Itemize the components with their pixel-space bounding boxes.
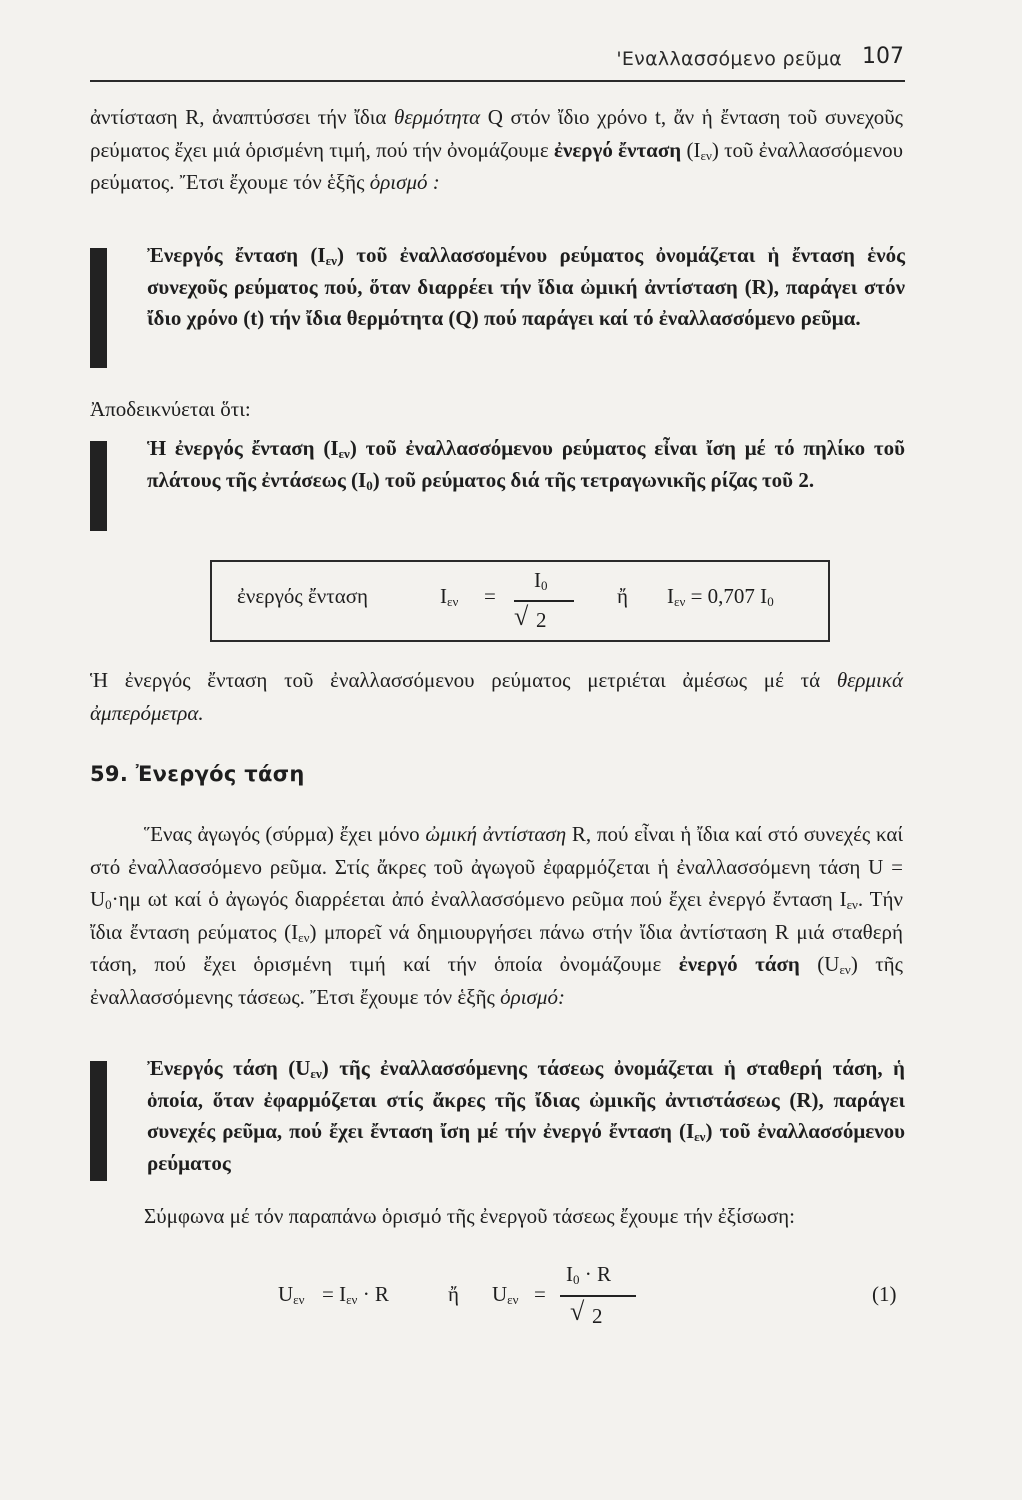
page-header <box>0 40 904 80</box>
text: · R <box>579 1262 611 1286</box>
text-bold: ἐνεργό ἔνταση <box>553 137 682 162</box>
text: · R <box>362 1282 389 1306</box>
equation-number: (1) <box>872 1282 897 1306</box>
paragraph-2 <box>90 664 903 729</box>
eq-or: ἤ <box>448 1282 459 1306</box>
text: ) τοῦ ρεύματος διά τῆς τετραγωνικῆς ρίζας τοῦ 2. <box>372 467 815 492</box>
section-number: 59. <box>90 762 129 786</box>
text: I <box>440 584 447 608</box>
subscript: εν <box>310 1066 322 1081</box>
formula-denominator: 2 <box>536 608 547 632</box>
formula-equals: = <box>484 584 496 608</box>
text: (U <box>799 952 840 976</box>
subscript: εν <box>846 897 858 912</box>
subscript: 0 <box>573 1272 580 1287</box>
subscript: εν <box>346 1292 358 1307</box>
subscript: εν <box>694 1129 706 1144</box>
header-rule <box>90 80 905 82</box>
formula-box <box>210 560 830 642</box>
text: ) τοῦ ἐναλλασσομένου ρεύματος ὀνομάζεται ἡ ἔνταση ἑνός συνεχοῦς ρεύματος πού, ὅταν διαρρέει τήν ἴδια ὠμική ἀντίσταση (R), παράγει στόν ἴδιο χρόνο (t) τήν ἴδια θερμότητα (Q) πού παράγει καί τό ἐναλλασσόμενο ρεῦμα. <box>147 243 905 330</box>
text-bold: ἐνεργό τάση <box>678 952 800 976</box>
section-heading <box>90 762 305 786</box>
subscript: εν <box>338 446 350 461</box>
text: = I <box>322 1282 347 1306</box>
formula-or: ἤ <box>617 584 628 608</box>
text: ·ημ ωt καί ὁ ἀγωγός διαρρέεται ἀπό ἐναλλασσόμενο ρεῦμα πού ἔχει ἐνεργό ἔνταση I <box>111 887 847 911</box>
text: ) τῆς ἐναλλασσόμενης τάσεως ὀνομάζεται ἡ σταθερή τάση, ἡ ὁποία, ὅταν ἐφαρμόζεται στίς ἄκρες τῆς ἴδιας ὠμικῆς ἀντιστάσεως (R), παράγει συνεχές ρεῦμα, πού ἔχει ἔνταση ἴση μέ τήν ἐνεργό ἔνταση (I <box>147 1056 905 1143</box>
text: I <box>566 1262 573 1286</box>
subscript: εν <box>507 1292 519 1307</box>
eq-u-lhs <box>278 1282 305 1307</box>
text: Ἐνεργός τάση (U <box>147 1056 311 1080</box>
paragraph-4: Σύμφωνα μέ τόν παραπάνω ὁρισμό τῆς ἐνεργοῦ τάσεως ἔχουμε τήν ἐξίσωση: <box>144 1204 795 1228</box>
text: ) μπορεῖ νά δημιουργήσει πάνω στήν ἴδια ἀντίσταση R μιά σταθερή τάση, πού ἔχει ὁρισμένη τιμή καί τήν ὁποία ὀνομάζουμε <box>90 919 903 976</box>
definition-box-2 <box>90 433 905 533</box>
text: Q στόν ἴδιο χρόνο t, ἄν ἡ ἔνταση τοῦ συνεχοῦς ρεύματος ἔχει μιά ὁρισμένη τιμή, πού τήν ὀνομάζουμε <box>90 105 903 162</box>
text: ) τοῦ ἐναλλασσόμενου ρεύματος. Ἔτσι ἔχουμε τόν ἑξῆς <box>90 137 903 194</box>
subscript: 0 <box>105 897 112 912</box>
formula-label: ἐνεργός ἔνταση <box>237 584 369 608</box>
definition-text-3 <box>147 1053 905 1179</box>
text: (I <box>681 137 701 162</box>
page-number: 107 <box>862 44 904 69</box>
subscript: 0 <box>541 578 548 593</box>
text-italic: θερμότητα <box>394 105 481 129</box>
text-italic: ὁρισμό : <box>369 170 440 194</box>
running-title: 'Εναλλασσόμενο ρεῦμα <box>616 48 842 70</box>
subscript: εν <box>325 253 337 268</box>
definition-bar <box>90 441 107 531</box>
subscript: 0 <box>767 594 774 609</box>
formula-lhs <box>440 584 458 609</box>
text: U <box>278 1282 294 1306</box>
definition-box-1 <box>90 240 905 370</box>
radical-sign: √ <box>570 1297 585 1326</box>
text: . Τήν ἴδια ἔνταση ρεύματος (I <box>90 887 903 944</box>
subscript: εν <box>674 594 686 609</box>
paragraph-3 <box>90 818 903 1013</box>
paragraph-1 <box>90 101 903 199</box>
text-italic: ὠμική ἀντίσταση <box>425 822 567 846</box>
radical-sign: √ <box>514 602 529 631</box>
eq-middle <box>322 1282 389 1307</box>
definition-text-2 <box>147 433 905 496</box>
text: I <box>534 568 541 592</box>
eq-u-rhs <box>492 1282 519 1307</box>
subscript: εν <box>293 1292 305 1307</box>
text: R, πού εἶναι ἡ ἴδια καί στό συνεχές καί στό ἐναλλασσόμενο ρεῦμα. Στίς ἄκρες τοῦ ἀγωγοῦ ἐφαρμόζεται ἡ ἐναλλασσόμενη τάση U = U <box>90 822 903 911</box>
subscript: εν <box>447 594 459 609</box>
definition-bar <box>90 1061 107 1181</box>
subscript: εν <box>839 962 851 977</box>
text: Ἡ ἐνεργός ἔνταση τοῦ ἐναλλασσόμενου ρεύματος μετριέται ἀμέσως μέ τά <box>90 668 837 692</box>
subscript: 0 <box>366 477 373 493</box>
formula-rhs <box>667 584 774 609</box>
text: U <box>492 1282 508 1306</box>
definition-text-1 <box>147 240 905 335</box>
text-italic: θερμικά ἀμπερόμετρα. <box>90 668 903 725</box>
subscript: εν <box>298 929 310 945</box>
proof-label: Ἀποδεικνύεται ὅτι: <box>90 397 251 421</box>
definition-bar <box>90 248 107 368</box>
text: = 0,707 I <box>690 584 768 608</box>
definition-box-3 <box>90 1053 905 1183</box>
eq-denominator: 2 <box>592 1304 603 1328</box>
text: Ἐνεργός ἔνταση (I <box>147 243 326 267</box>
subscript: εν <box>700 147 712 163</box>
section-title: Ἐνεργός τάση <box>135 762 305 786</box>
formula-numerator <box>534 568 548 593</box>
text: I <box>667 584 674 608</box>
text: Ἕνας ἀγωγός (σύρμα) ἔχει μόνο <box>144 822 426 846</box>
eq-equals: = <box>534 1282 546 1306</box>
eq-numerator <box>566 1262 611 1287</box>
text: ) τοῦ ἐναλλασσόμενου ρεύματος εἶναι ἴση μέ τό πηλίκο τοῦ πλάτους τῆς ἐντάσεως (I <box>147 436 906 492</box>
text: ) τοῦ ἐναλλασσόμενου ρεύματος <box>147 1119 905 1175</box>
text-italic: ὁρισμό: <box>500 984 565 1009</box>
text: ἀντίσταση R, ἀναπτύσσει τήν ἴδια <box>90 105 394 129</box>
text: Ἡ ἐνεργός ἔνταση (I <box>147 436 339 460</box>
text: ) τῆς ἐναλλασσόμενης τάσεως. Ἔτσι ἔχουμε τόν ἑξῆς <box>90 952 903 1009</box>
